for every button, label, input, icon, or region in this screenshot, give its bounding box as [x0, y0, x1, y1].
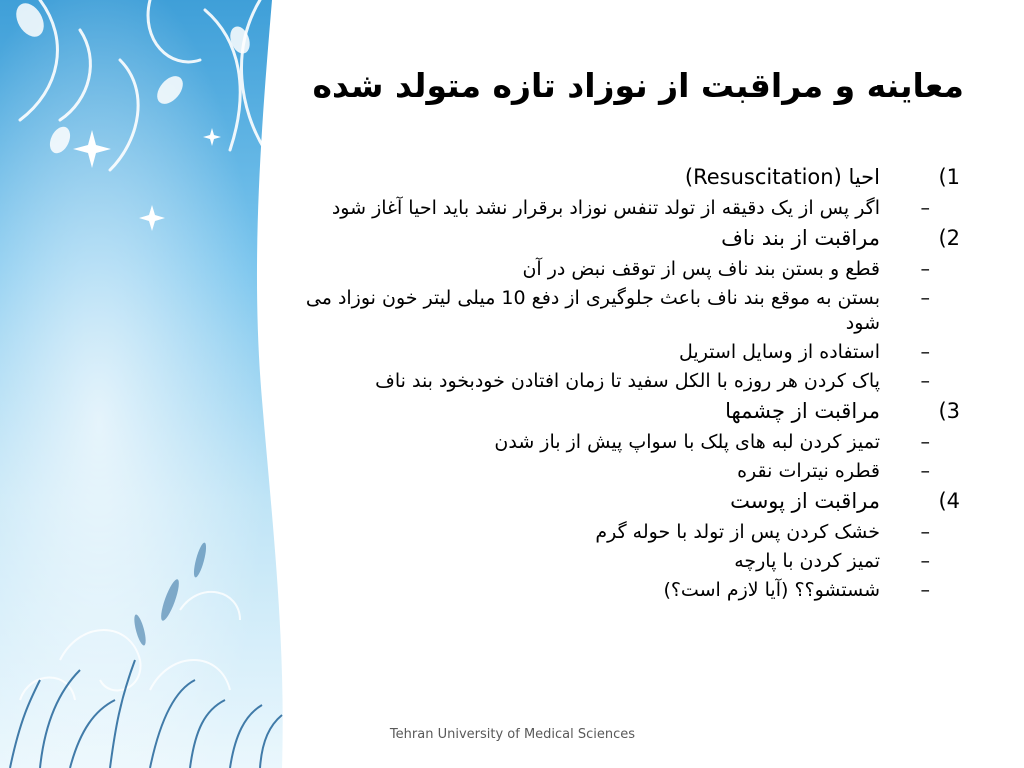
footer-text: Tehran University of Medical Sciences	[389, 727, 636, 742]
bullet-dash: –	[920, 550, 930, 572]
item-text: خشک کردن پس از تولد با حوله گرم	[595, 521, 880, 543]
bullet-dash: –	[920, 521, 930, 543]
item-text: شستشو؟؟ (آیا لازم است؟)	[663, 579, 880, 601]
item-text: بستن به موقع بند ناف باعث جلوگیری از دفع 10 میلی لیتر خون نوزاد می شود	[305, 287, 880, 334]
item-text: مراقبت از بند ناف	[721, 226, 880, 250]
bullet-item	[300, 369, 960, 394]
item-text: پاک کردن هر روزه با الکل سفید تا زمان افتادن خودبخود بند ناف	[375, 370, 880, 392]
item-text: مراقبت از چشمها	[725, 399, 880, 423]
numbered-item	[300, 487, 960, 516]
slide-title: معاینه و مراقبت از نوزاد تازه متولد شده	[312, 66, 964, 105]
numbered-item	[300, 163, 960, 192]
bullet-dash: –	[920, 579, 930, 601]
item-number: (2	[938, 226, 960, 250]
slide-content-list	[300, 160, 960, 728]
numbered-item	[300, 224, 960, 253]
numbered-item	[300, 397, 960, 426]
bullet-item	[300, 520, 960, 545]
item-text: قطع و بستن بند ناف پس از توقف نبض در آن	[522, 258, 880, 280]
bullet-item	[300, 340, 960, 365]
item-number: (1	[938, 165, 960, 189]
bullet-item	[300, 549, 960, 574]
bullet-dash: –	[920, 370, 930, 392]
bullet-item	[300, 257, 960, 282]
bullet-item	[300, 196, 960, 221]
item-text: اگر پس از یک دقیقه از تولد تنفس نوزاد برقرار نشد باید احیا آغاز شود	[331, 197, 880, 219]
bullet-item	[300, 459, 960, 484]
bullet-dash: –	[920, 197, 930, 219]
item-text: احیا (Resuscitation)	[684, 165, 880, 189]
bullet-item	[300, 578, 960, 603]
item-text: تمیز کردن با پارچه	[734, 550, 880, 572]
item-text: قطره نیترات نقره	[737, 460, 880, 482]
item-text: استفاده از وسایل استریل	[679, 341, 880, 363]
bullet-dash: –	[920, 258, 930, 280]
decorative-background-panel	[0, 0, 300, 768]
bullet-dash: –	[920, 431, 930, 453]
item-text: مراقبت از پوست	[730, 489, 880, 513]
bullet-dash: –	[920, 460, 930, 482]
item-number: (4	[938, 489, 960, 513]
bullet-dash: –	[920, 341, 930, 363]
bullet-dash: –	[920, 287, 930, 309]
bullet-item	[300, 286, 960, 336]
bullet-item	[300, 430, 960, 455]
item-number: (3	[938, 399, 960, 423]
item-text: تمیز کردن لبه های پلک با سواپ پیش از باز شدن	[494, 431, 880, 453]
